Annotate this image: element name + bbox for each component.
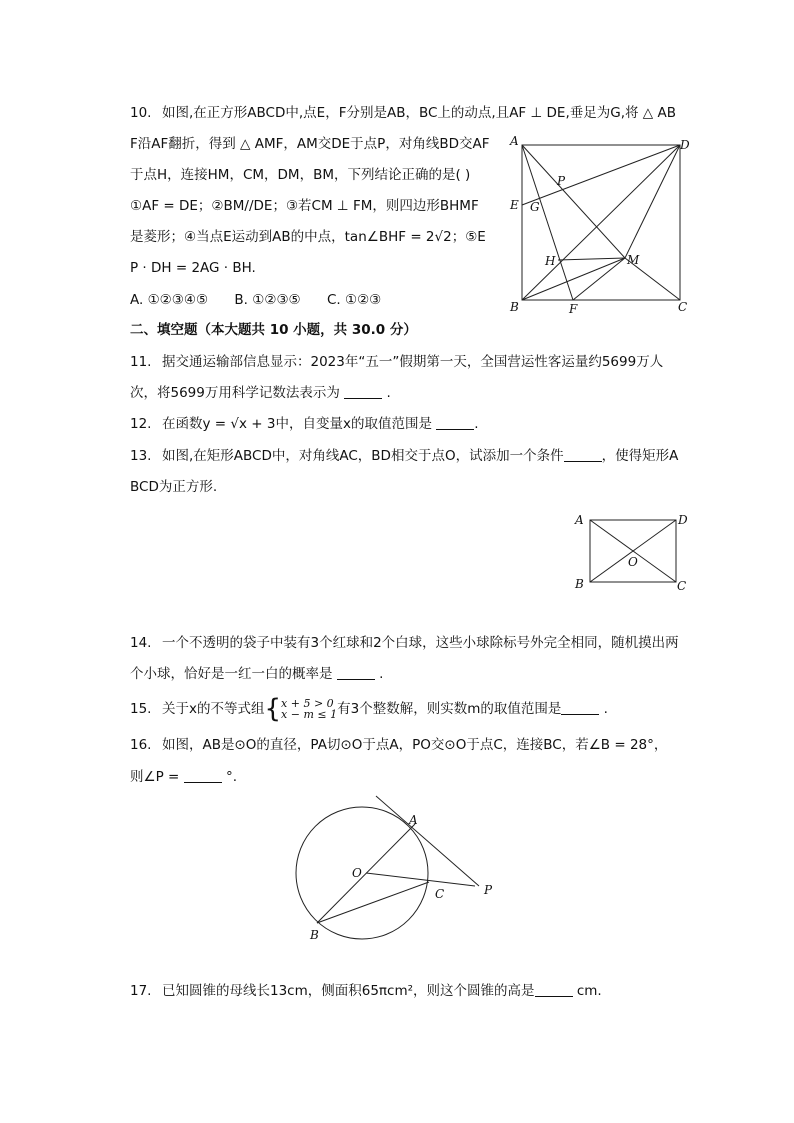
q13-rectangle-figure [570,510,695,595]
q14-line-2 [130,664,383,684]
q15-end: . [603,701,608,717]
q11-number: 11. [130,354,152,370]
q16-answer-blank[interactable] [184,768,222,783]
label-b: B [310,928,319,942]
segment-de [522,145,680,205]
label-a: A [409,813,418,827]
system-brace: { [264,694,282,724]
segment-af [522,145,573,300]
q11-answer-blank[interactable] [344,384,382,399]
q11-text-3: . [386,385,391,401]
segment-po [366,873,475,886]
label-g: G [530,200,540,214]
q12-text: 在函数y = √x + 3中，自变量x的取值范围是 [162,416,432,432]
label-d: D [680,138,690,152]
q16-end: °. [225,769,237,785]
label-m: M [627,253,640,267]
q15-text-2: 有3个整数解，则实数m的取值范围是 [337,701,562,717]
q10-number: 10. [130,105,152,121]
label-p: P [557,174,566,188]
q13-answer-blank[interactable] [564,447,602,462]
q10-line-1 [130,103,676,123]
label-d: D [678,513,688,527]
inequality-system [281,698,337,720]
q10-option-a[interactable]: A. ①②③④⑤ [130,292,209,308]
q14-text-1: 一个不透明的袋子中装有3个红球和2个白球，这些小球除标号外完全相同，随机摸出两 [162,635,679,651]
label-f: F [569,302,578,315]
q11-line-1 [130,352,663,372]
label-a: A [575,513,584,527]
q15-number: 15. [130,701,152,717]
q10-option-c[interactable]: C. ①②③ [326,292,382,308]
q10-line-3: 于点H，连接HM，CM，DM，BM，下列结论正确的是( ) [130,167,471,183]
q13-text-2: ，使得矩形A [601,448,679,464]
q17-text: 已知圆锥的母线长13cm，侧面积65πcm²，则这个圆锥的高是 [162,983,535,999]
q10-line-5: 是菱形；④当点E运动到AB的中点，tan∠BHF = 2√2；⑤E [130,229,486,245]
segment-fm [573,258,625,300]
segment-hm [558,258,625,260]
label-h: H [545,254,556,268]
q17-line [130,981,602,1001]
q13-number: 13. [130,448,152,464]
segment-dm [625,145,680,258]
label-e: E [510,198,519,212]
q17-number: 17. [130,983,152,999]
q13-line-1 [130,446,678,466]
label-o: O [628,555,638,569]
section-fill-in-blank-heading: 二、填空题（本大题共 10 小题，共 30.0 分） [130,322,417,338]
label-b: B [510,300,519,314]
q11-text-2: 次，将5699万用科学记数法表示为 [130,385,340,401]
q10-line-2: F沿AF翻折，得到 △ AMF，AM交DE于点P，对角线BD交AF [130,136,490,152]
inequality-2: x − m ≤ 1 [281,708,338,721]
label-c: C [677,579,687,593]
q10-line-4: ①AF = DE；②BM//DE；③若CM ⊥ FM，则四边形BHMF [130,198,479,214]
q14-answer-blank[interactable] [337,665,375,680]
q15-text-1: 关于x的不等式组 [162,701,265,717]
segment-bc [317,882,429,923]
q16-text-1: 如图，AB是⊙O的直径，PA切⊙O于点A，PO交⊙O于点C，连接BC，若∠B = 28°， [162,737,668,753]
q14-end: . [379,666,384,682]
inequality-1: x + 5 > 0 [281,697,334,710]
q10-square-figure [505,130,695,315]
q10-text-1: 如图,在正方形ABCD中,点E，F分别是AB，BC上的动点,且AF ⊥ DE,垂足为G,将 △ AB [162,105,676,121]
q12-number: 12. [130,416,152,432]
q12-answer-blank[interactable] [436,415,474,430]
q12-line [130,414,479,434]
q17-end: cm. [576,983,602,999]
q10-line-6: P · DH = 2AG · BH. [130,260,256,276]
q15-line [130,694,608,724]
q11-text-1: 据交通运输部信息显示：2023年“五一”假期第一天，全国营运性客运量约5699万人 [162,354,664,370]
q16-number: 16. [130,737,152,753]
q16-circle-figure [295,790,515,950]
q16-line-1 [130,735,667,755]
q10-options [130,290,403,310]
q10-option-b[interactable]: B. ①②③⑤ [234,292,301,308]
q11-line-2 [130,383,391,403]
label-p: P [484,883,493,897]
q14-line-1 [130,633,679,653]
q14-text-2: 个小球，恰好是一红一白的概率是 [130,666,333,682]
q16-line-2 [130,767,237,787]
label-c: C [678,300,688,314]
label-o: O [352,866,362,880]
label-b: B [575,577,584,591]
q13-line-2: BCD为正方形. [130,479,218,495]
q17-answer-blank[interactable] [535,982,573,997]
q14-number: 14. [130,635,152,651]
q12-end: . [474,416,479,432]
segment-bm [522,258,625,300]
q16-text-2: 则∠P = [130,769,180,785]
label-a: A [510,134,519,148]
label-c: C [435,887,445,901]
q13-text-1: 如图,在矩形ABCD中，对角线AC，BD相交于点O，试添加一个条件 [162,448,564,464]
q15-answer-blank[interactable] [561,700,599,715]
